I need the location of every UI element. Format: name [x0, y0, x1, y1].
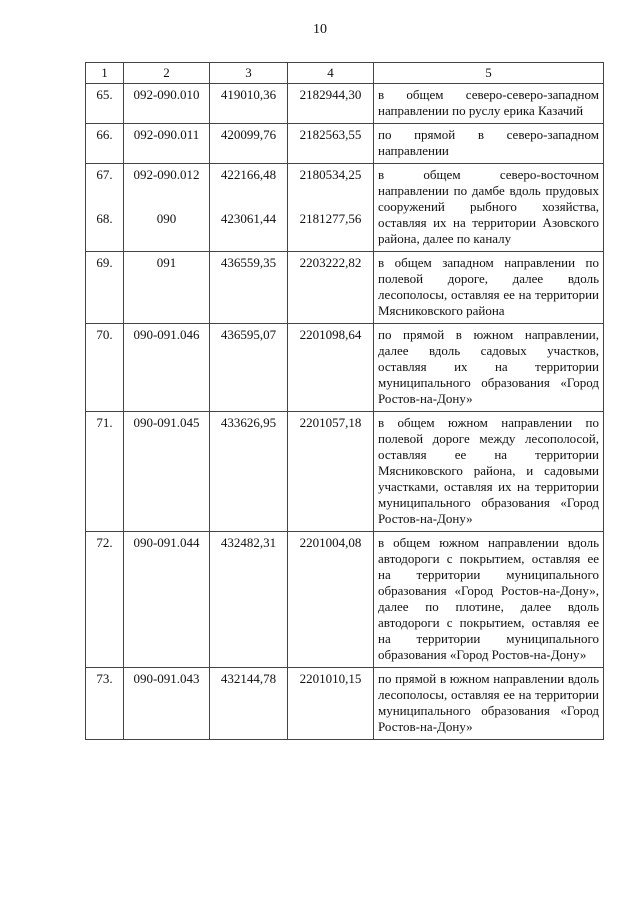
boundary-description: в общем южном направлении по полевой дороге между лесополосой, оставляя ее на территории Мясниковского района, и садовыми участками, оставляя их на территории муниципального образования «Город Ростов-на-Дону» [374, 412, 604, 532]
coordinate-x: 432482,31 [210, 532, 288, 668]
coordinate-x: 436559,35 [210, 252, 288, 324]
coordinate-y: 2201010,15 [288, 668, 374, 740]
table-row [86, 412, 604, 532]
coordinate-x: 432144,78 [210, 668, 288, 740]
table-row [86, 532, 604, 668]
table-row [86, 324, 604, 412]
column-header-4: 4 [288, 63, 374, 84]
point-code: 091 [124, 252, 210, 324]
boundary-description: в общем северо-восточном направлении по дамбе вдоль прудовых сооружений рыбного хозяйства, оставляя их на территории Азовского района, далее по каналу [374, 164, 604, 252]
table-row [86, 668, 604, 740]
coordinate-x: 423061,44 [210, 208, 288, 252]
column-header-5: 5 [374, 63, 604, 84]
column-header-3: 3 [210, 63, 288, 84]
point-code: 092-090.012 [124, 164, 210, 208]
point-code: 090-091.043 [124, 668, 210, 740]
row-number: 72. [86, 532, 124, 668]
row-number: 66. [86, 124, 124, 164]
row-number: 68. [86, 208, 124, 252]
row-number: 65. [86, 84, 124, 124]
coordinate-x: 433626,95 [210, 412, 288, 532]
table-header-row [86, 63, 604, 84]
boundary-description: в общем южном направлении вдоль автодороги с покрытием, оставляя ее на территории муниципального образования «Город Ростов-на-Дону», далее по плотине, далее вдоль автодороги с покрытием, оставляя ее на территории муниципального образования «Город Ростов-на-Дону» [374, 532, 604, 668]
boundary-description: по прямой в северо-западном направлении [374, 124, 604, 164]
point-code: 090-091.045 [124, 412, 210, 532]
row-number: 71. [86, 412, 124, 532]
row-number: 67. [86, 164, 124, 208]
table-row [86, 124, 604, 164]
coordinate-y: 2181277,56 [288, 208, 374, 252]
point-code: 092-090.010 [124, 84, 210, 124]
coordinate-x: 436595,07 [210, 324, 288, 412]
point-code: 092-090.011 [124, 124, 210, 164]
table-row [86, 84, 604, 124]
coordinate-y: 2180534,25 [288, 164, 374, 208]
coordinate-x: 419010,36 [210, 84, 288, 124]
row-number: 69. [86, 252, 124, 324]
boundary-description: в общем северо-северо-западном направлении по руслу ерика Казачий [374, 84, 604, 124]
row-number: 73. [86, 668, 124, 740]
coordinate-x: 420099,76 [210, 124, 288, 164]
point-code: 090 [124, 208, 210, 252]
boundary-description: в общем западном направлении по полевой дороге, далее вдоль лесополосы, оставляя ее на территории Мясниковского района [374, 252, 604, 324]
table-row [86, 252, 604, 324]
row-number: 70. [86, 324, 124, 412]
coordinate-y: 2203222,82 [288, 252, 374, 324]
column-header-2: 2 [124, 63, 210, 84]
page-number: 10 [313, 22, 327, 37]
column-header-1: 1 [86, 63, 124, 84]
coordinate-x: 422166,48 [210, 164, 288, 208]
table-row [86, 164, 604, 208]
point-code: 090-091.044 [124, 532, 210, 668]
point-code: 090-091.046 [124, 324, 210, 412]
coordinate-y: 2182944,30 [288, 84, 374, 124]
coordinate-y: 2201057,18 [288, 412, 374, 532]
boundary-description: по прямой в южном направлении вдоль лесополосы, оставляя ее на территории муниципального образования «Город Ростов-на-Дону» [374, 668, 604, 740]
coordinate-y: 2201098,64 [288, 324, 374, 412]
boundary-points-table [85, 62, 604, 740]
boundary-description: по прямой в южном направлении, далее вдоль садовых участков, оставляя их на территории муниципального образования «Город Ростов-на-Дону» [374, 324, 604, 412]
coordinate-y: 2201004,08 [288, 532, 374, 668]
coordinate-y: 2182563,55 [288, 124, 374, 164]
